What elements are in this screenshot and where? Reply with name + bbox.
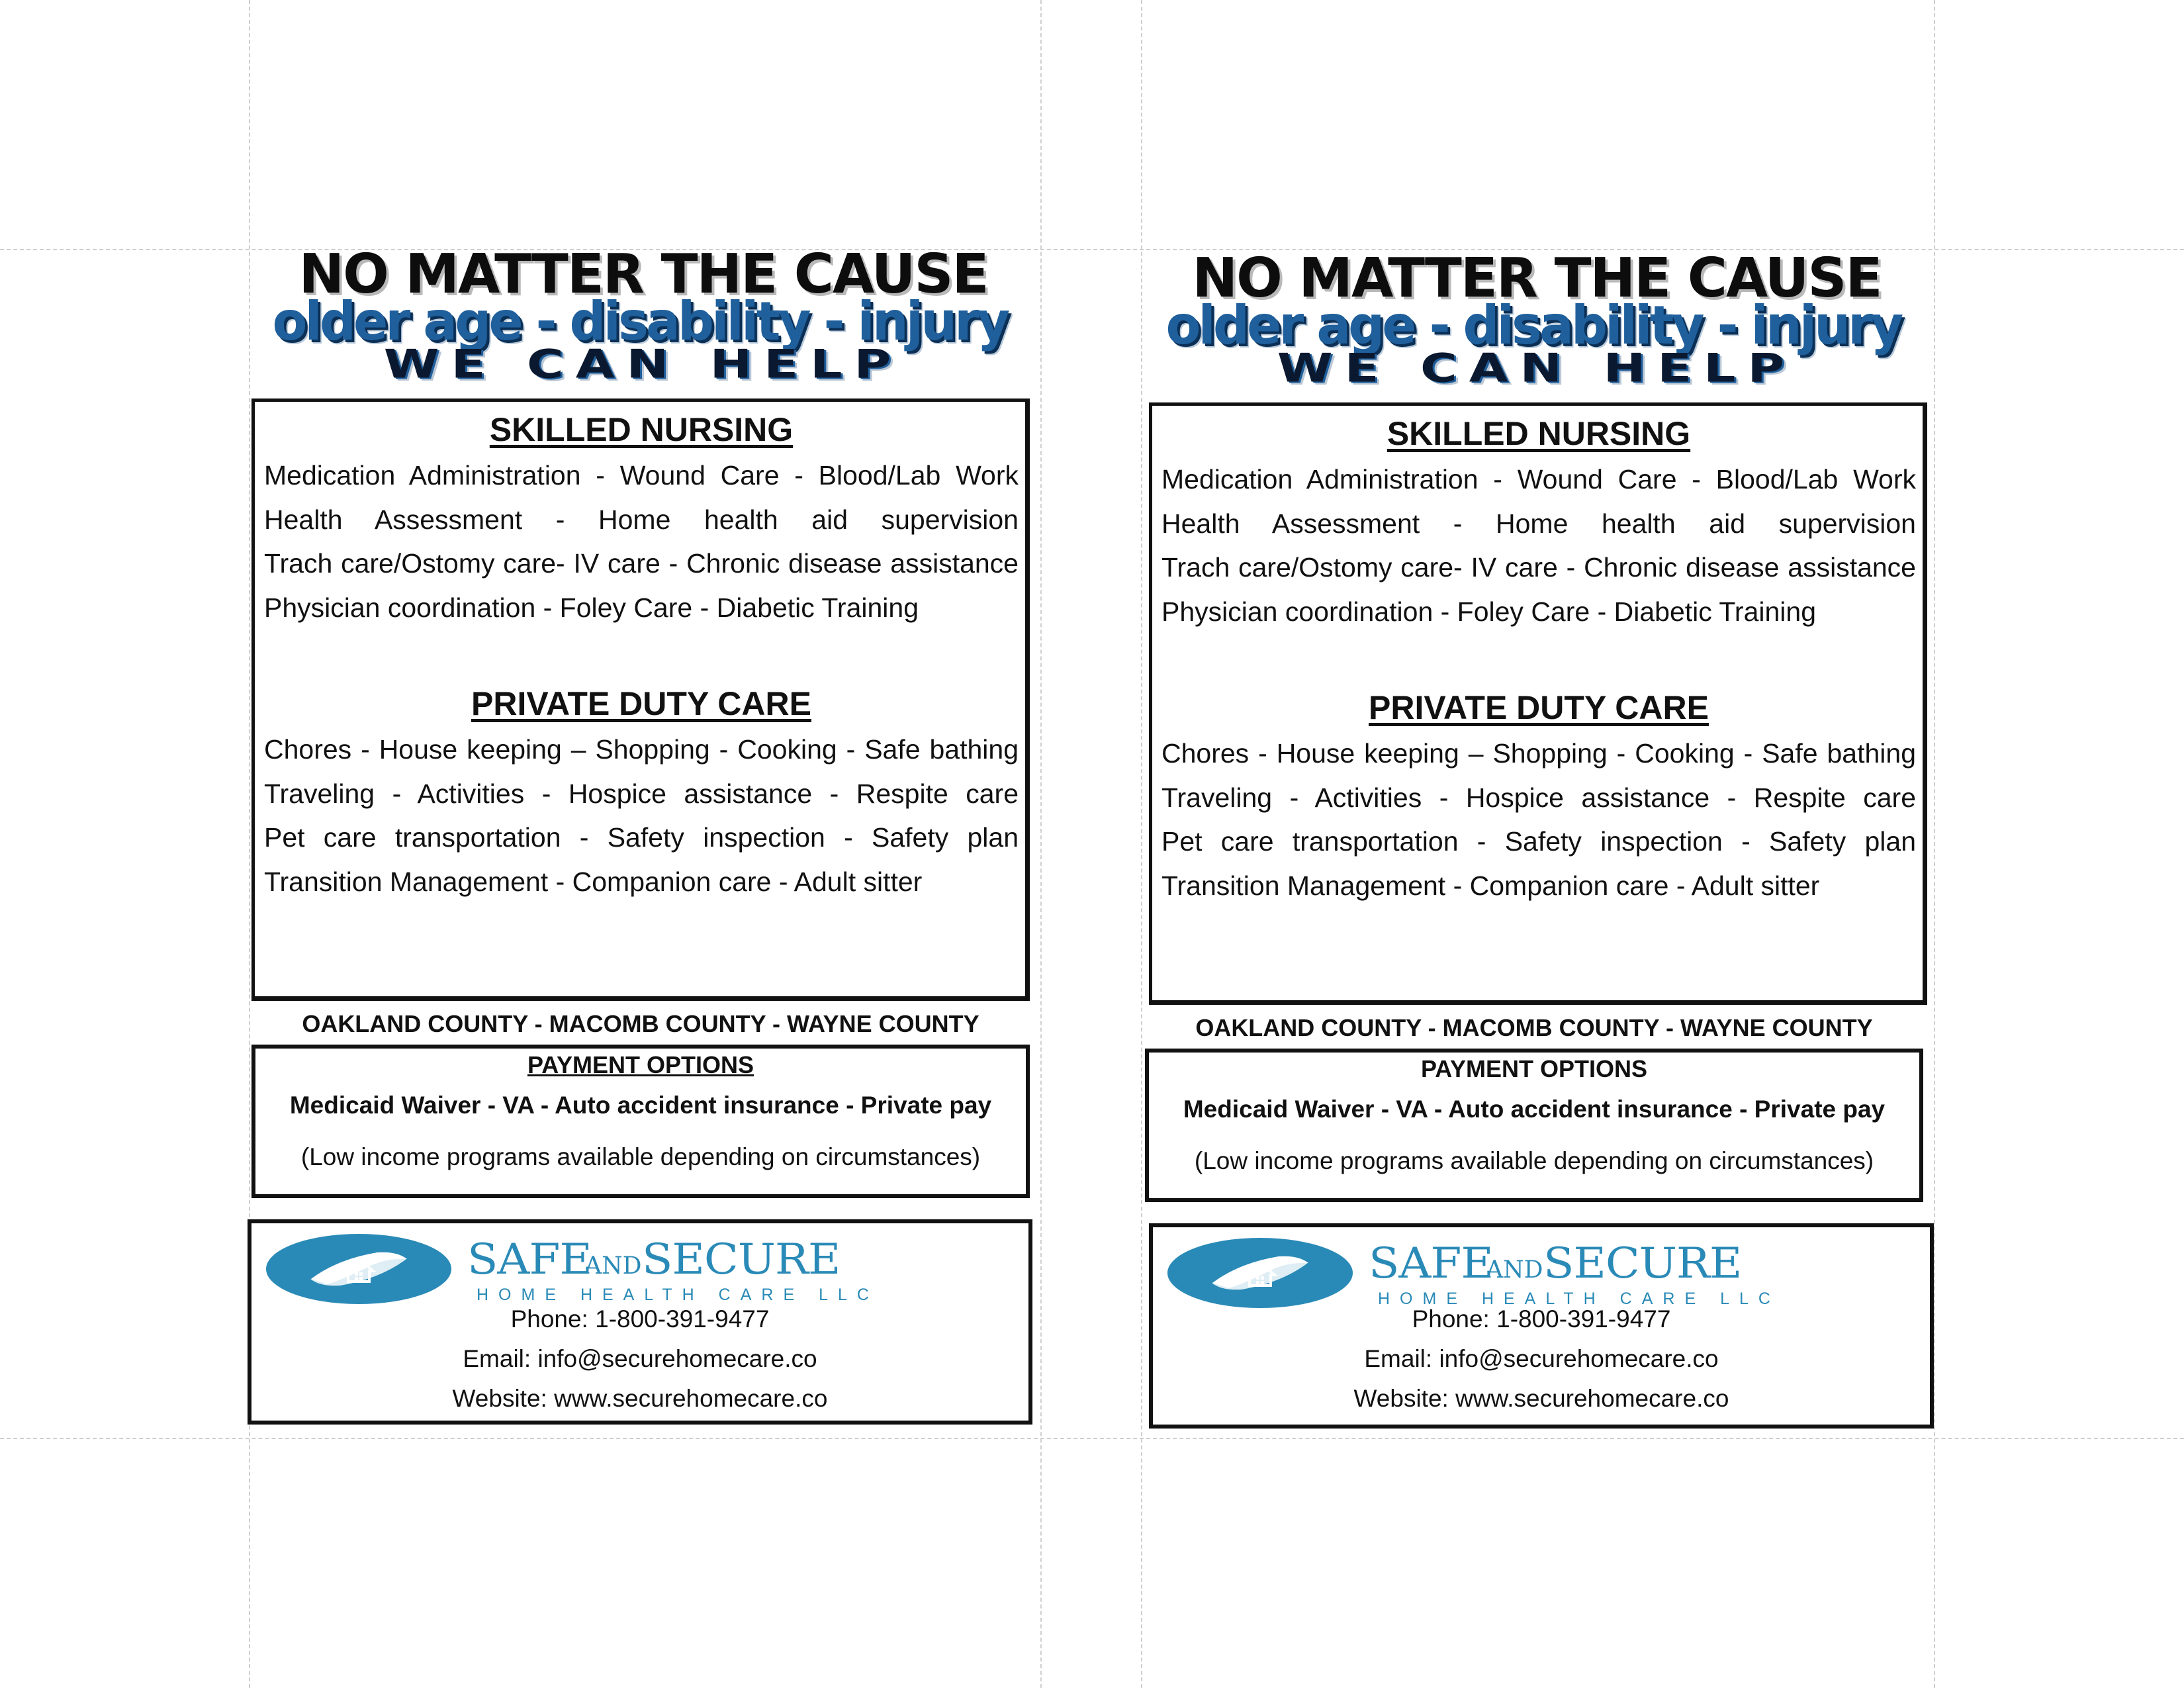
payment-options: Medicaid Waiver - VA - Auto accident insurance - Private pay (1183, 1096, 1886, 1123)
skilled-nursing-title: SKILLED NURSING (489, 411, 794, 448)
headline-line-3: WE CAN HELP (1277, 344, 1797, 391)
skilled-nursing-line: Trach care/Ostomy care- IV care - Chronic disease assistance (264, 548, 1019, 579)
payment-title: PAYMENT OPTIONS (527, 1051, 754, 1078)
company-name-part1: SAFE (1369, 1239, 1493, 1288)
company-name-part2: SECURE (641, 1235, 840, 1284)
services-box (1149, 402, 1927, 1005)
hands-house-logo-icon (265, 1233, 453, 1305)
flyer-left (246, 245, 1047, 1430)
skilled-nursing-line: Physician coordination - Foley Care - Diabetic Training (1161, 596, 1817, 627)
headline-line-3: WE CAN HELP (383, 340, 903, 387)
company-name-and: AND (1486, 1256, 1543, 1284)
skilled-nursing-line: Physician coordination - Foley Care - Diabetic Training (264, 592, 919, 623)
skilled-nursing-line: Health Assessment - Home health aid supervision (264, 504, 1019, 535)
private-duty-line: Traveling - Activities - Hospice assistance - Respite care (264, 778, 1019, 809)
payment-box (1145, 1049, 1923, 1202)
private-duty-line: Traveling - Activities - Hospice assistance - Respite care (1161, 782, 1916, 813)
private-duty-line: Chores - House keeping – Shopping - Cooking - Safe bathing (264, 734, 1019, 765)
contact-website: Website: www.securehomecare.co (1353, 1385, 1729, 1412)
contact-phone: Phone: 1-800-391-9477 (510, 1305, 770, 1333)
company-name-part2: SECURE (1543, 1239, 1741, 1288)
payment-note: (Low income programs available depending on circumstances) (300, 1143, 981, 1170)
skilled-nursing-list (1161, 457, 1916, 633)
private-duty-list (1161, 731, 1916, 908)
company-name-part1: SAFE (467, 1235, 592, 1284)
company-name-and: AND (584, 1252, 642, 1280)
company-tagline: HOME HEALTH CARE LLC (477, 1286, 879, 1304)
contact-email: Email: info@securehomecare.co (1364, 1345, 1719, 1372)
payment-title: PAYMENT OPTIONS (1420, 1055, 1648, 1082)
skilled-nursing-line: Medication Administration - Wound Care - Blood/Lab Work (1161, 464, 1916, 494)
contact-box (248, 1219, 1032, 1425)
headline-line-2: older age - disability - injury (1165, 295, 1901, 356)
skilled-nursing-line: Medication Administration - Wound Care - Blood/Lab Work (264, 460, 1019, 491)
skilled-nursing-line: Trach care/Ostomy care- IV care - Chronic disease assistance (1161, 552, 1916, 583)
skilled-nursing-list (264, 453, 1019, 630)
private-duty-line: Pet care transportation - Safety inspection - Safety plan (264, 822, 1019, 853)
contact-box (1149, 1223, 1934, 1429)
contact-website: Website: www.securehomecare.co (452, 1385, 828, 1412)
headline-line-1: NO MATTER THE CAUSE (1192, 247, 1882, 310)
contact-email: Email: info@securehomecare.co (463, 1345, 817, 1372)
service-counties: OAKLAND COUNTY - MACOMB COUNTY - WAYNE COUNTY (302, 1010, 979, 1037)
company-name (467, 1235, 840, 1284)
section-gap (264, 630, 1019, 682)
service-counties: OAKLAND COUNTY - MACOMB COUNTY - WAYNE COUNTY (1195, 1014, 1873, 1041)
private-duty-title: PRIVATE DUTY CARE (1369, 689, 1709, 726)
section-gap (1161, 633, 1916, 686)
services-box (251, 399, 1030, 1001)
company-name (1369, 1239, 1741, 1288)
private-duty-line: Pet care transportation - Safety inspection - Safety plan (1161, 826, 1916, 857)
headline-line-2: older age - disability - injury (272, 291, 1008, 352)
skilled-nursing-title: SKILLED NURSING (1387, 415, 1691, 452)
private-duty-line: Chores - House keeping – Shopping - Cooking - Safe bathing (1161, 738, 1916, 769)
headline-line-1: NO MATTER THE CAUSE (298, 243, 988, 306)
flyer-right (1140, 249, 1940, 1434)
cut-line-horizontal-2 (0, 1438, 2184, 1439)
private-duty-list (264, 727, 1019, 904)
private-duty-line: Transition Management - Companion care - Adult sitter (264, 866, 923, 897)
private-duty-title: PRIVATE DUTY CARE (471, 685, 811, 722)
hands-house-logo-icon (1166, 1237, 1354, 1309)
private-duty-line: Transition Management - Companion care - Adult sitter (1161, 870, 1820, 901)
skilled-nursing-line: Health Assessment - Home health aid supervision (1161, 508, 1916, 539)
company-tagline: HOME HEALTH CARE LLC (1378, 1289, 1780, 1308)
payment-box (251, 1045, 1030, 1198)
contact-phone: Phone: 1-800-391-9477 (1412, 1305, 1671, 1333)
payment-note: (Low income programs available depending on circumstances) (1194, 1147, 1874, 1174)
payment-options: Medicaid Waiver - VA - Auto accident insurance - Private pay (289, 1092, 992, 1119)
